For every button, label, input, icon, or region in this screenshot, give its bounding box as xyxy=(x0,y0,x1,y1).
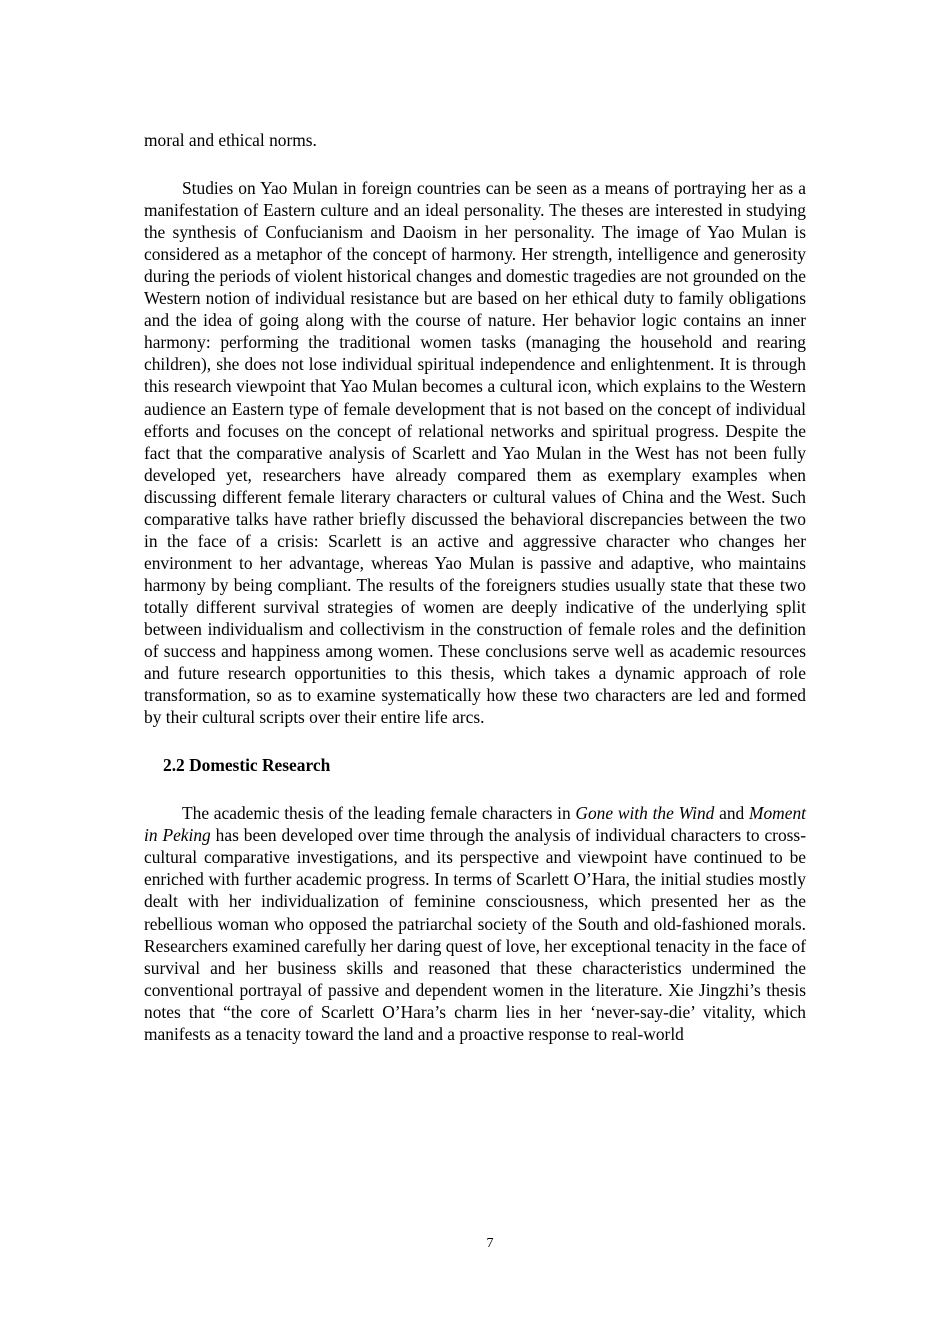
domestic-between-text: and xyxy=(714,803,749,824)
paragraph-foreign-studies: Studies on Yao Mulan in foreign countries can be seen as a means of portraying her as a manifestation of Eastern culture and an ideal personality. The theses are interested in studying the synthesis of Confucianism and Daoism in her personality. The image of Yao Mulan is considered as a metaphor of the concept of harmony. Her strength, intelligence and generosity during the periods of violent historical changes and domestic tragedies are not grounded on the Western notion of individual resistance but are based on her ethical duty to family obligations and the idea of going along with the course of nature. Her behavior logic contains an inner harmony: performing the traditional women tasks (managing the household and rearing children), she does not lose individual spiritual independence and enlightenment. It is through this research viewpoint that Yao Mulan becomes a cultural icon, which explains to the Western audience an Eastern type of female development that is not based on the concept of individual efforts and focuses on the concept of relational networks and spiritual progress. Despite the fact that the comparative analysis of Scarlett and Yao Mulan in the West has not been fully developed yet, researchers have already compared them as exemplary examples when discussing different female literary characters or cultural values of China and the West. Such comparative talks have rather briefly discussed the behavioral discrepancies between the two in the face of a crisis: Scarlett is an active and aggressive character who changes her environment to her advantage, whereas Yao Mulan is passive and adaptive, who maintains harmony by being compliant. The results of the foreigners studies usually state that these two totally different survival strategies of women are deeply indicative of the underlying split between individualism and collectivism in the construction of female roles and the definition of success and happiness among women. These conclusions serve well as academic resources and future research opportunities to this thesis, which takes a dynamic approach of role transformation, so as to examine systematically how these two characters are led and formed by their cultural scripts over their entire life arcs. xyxy=(144,178,806,728)
page-body xyxy=(144,129,806,1045)
paragraph-domestic-research xyxy=(144,802,806,1045)
section-heading: 2.2 Domestic Research xyxy=(163,755,331,776)
book-title-moment-in-peking: Moment in Peking xyxy=(144,803,806,846)
page-number: 7 xyxy=(486,1236,494,1251)
domestic-rest-text: has been developed over time through the analysis of individual characters to cross-cultural comparative investigations, and its perspective and viewpoint have continued to be enriched with further academic progress. In terms of Scarlett O’Hara, the initial studies mostly dealt with her individualization of feminine consciousness, which presented her as the rebellious woman who opposed the patriarchal society of the South and old-fashioned morals. Researchers examined carefully her daring quest of love, her exceptional tenacity in the face of survival and her business skills and reasoned that these characteristics undermined the conventional portrayal of passive and dependent women in the literature. Xie Jingzhi’s thesis notes that “the core of Scarlett O’Hara’s charm lies in her ‘never-say-die’ vitality, which manifests as a tenacity toward the land and a proactive response to real-world xyxy=(144,825,806,1044)
book-title-gone-with-the-wind: Gone with the Wind xyxy=(575,803,715,824)
paragraph-continued: moral and ethical norms. xyxy=(144,130,317,150)
domestic-lead-text: The academic thesis of the leading female characters in xyxy=(182,803,576,824)
